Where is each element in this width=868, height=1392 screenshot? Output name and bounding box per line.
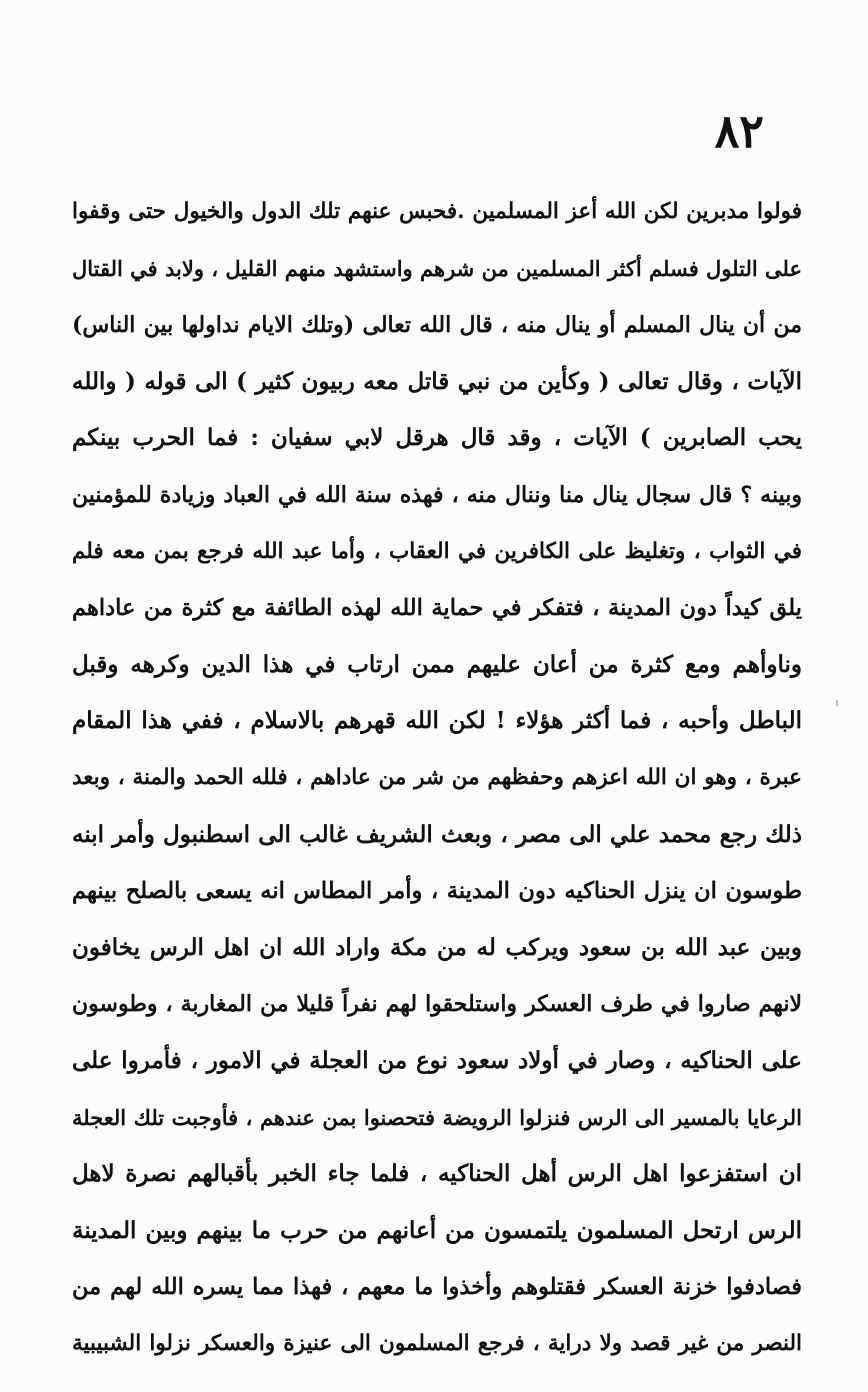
- page-number: ٨٢: [714, 104, 764, 158]
- body-text: [72, 186, 802, 1374]
- text-line: النصر من غير قصد ولا دراية ، فرجع المسلمون الى عنيزة والعسكر نزلوا الشبيبية: [72, 1330, 802, 1356]
- text-line: عبرة ، وهو ان الله اعزهم وحفظهم من شر من عاداهم ، فلله الحمد والمنة ، وبعد: [72, 764, 802, 790]
- text-line: الرس ارتحل المسلمون يلتمسون من أعانهم من حرب ما بينهم وبين المدينة: [72, 1216, 802, 1244]
- text-line: على الحناكيه ، وصار في أولاد سعود نوع من العجلة في الامور ، فأمروا على: [72, 1046, 802, 1074]
- text-line: فصادفوا خزنة العسكر فقتلوهم وأخذوا ما معهم ، فهذا مما يسره الله لهم من: [72, 1274, 802, 1301]
- text-line: وبين عبد الله بن سعود ويركب له من مكة واراد الله ان اهل الرس يخافون: [72, 933, 802, 961]
- text-line: ذلك رجع محمد علي الى مصر ، وبعث الشريف غالب الى اسطنبول وأمر ابنه: [72, 820, 802, 848]
- text-line: طوسون ان ينزل الحناكيه دون المدينة ، وأمر المطاس انه يسعى بالصلح بينهم: [72, 878, 802, 905]
- text-line: وناوأهم ومع كثرة من أعان عليهم ممن ارتاب في هذا الدين وكرهه وقبل: [72, 650, 802, 678]
- text-line: الرعايا بالمسير الى الرس فنزلوا الرويضة فتحصنوا بمن عندهم ، فأوجبت تلك العجلة: [72, 1104, 802, 1130]
- text-line: يلق كيداً دون المدينة ، فتفكر في حماية الله لهذه الطائفة مع كثرة من عاداهم: [72, 595, 802, 622]
- text-line: في الثواب ، وتغليظ على الكافرين في العقاب ، وأما عبد الله فرجع بمن معه فلم: [72, 538, 802, 564]
- text-line: فولوا مدبرين لكن الله أعز المسلمين .فحبس عنهم تلك الدول والخيول حتى وقفوا: [72, 199, 802, 224]
- text-line: لانهم صاروا في طرف العسكر واستلحقوا لهم نفراً قليلا من المغاربة ، وطوسون: [72, 991, 802, 1018]
- text-line: الباطل وأحبه ، فما أكثر هؤلاء ! لكن الله قهرهم بالاسلام ، ففي هذا المقام: [72, 707, 802, 735]
- text-line: الآيات ، وقال تعالى ( وكأين من نبي قاتل معه ربيون كثير ) الى قوله ( والله: [72, 367, 802, 395]
- text-line: من أن ينال المسلم أو ينال منه ، قال الله تعالى (وتلك الايام نداولها بين الناس): [72, 312, 802, 339]
- text-line: على التلول فسلم أكثر المسلمين من شرهم واستشهد منهم القليل ، ولابد في القتال: [72, 255, 802, 281]
- text-line: يحب الصابرين ) الآيات ، وقد قال هرقل لابي سفيان : فما الحرب بينكم: [72, 424, 802, 452]
- text-line: وبينه ؟ قال سجال ينال منا وننال منه ، فهذه سنة الله في العباد وزيادة للمؤمنين: [72, 481, 802, 508]
- margin-speck: [836, 700, 838, 706]
- text-line: ان استفزعوا اهل الرس أهل الحناكيه ، فلما جاء الخبر بأقبالهم نصرة لاهل: [72, 1160, 802, 1188]
